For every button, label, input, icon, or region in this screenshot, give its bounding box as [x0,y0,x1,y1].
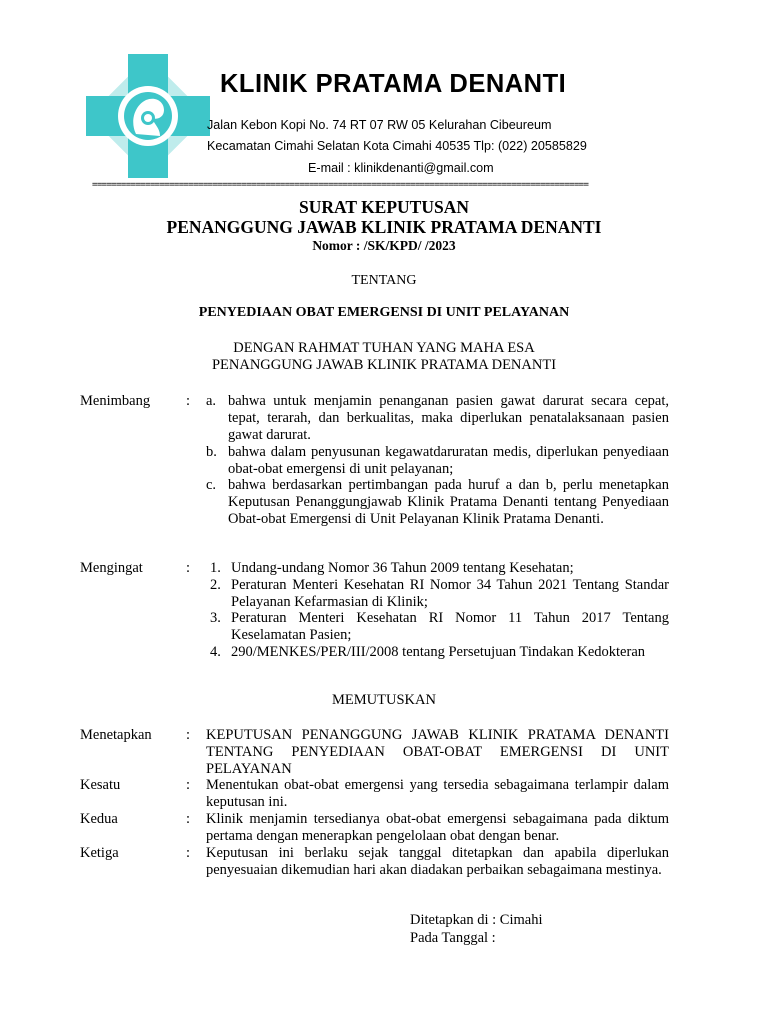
menimbang-marker: b. [206,444,217,460]
decision-label: Kedua [80,811,118,827]
menimbang-item: bahwa dalam penyusunan kegawatdaruratan medis, diperlukan penyediaan obat-obat emergensi di unit pelayanan; [228,444,669,477]
menimbang-item: bahwa berdasarkan pertimbangan pada huruf a dan b, perlu menetapkan Keputusan Penanggungjawab Klinik Pratama Denanti tentang Penyediaan Obat-obat Emergensi di Unit Pelayanan Klinik Pratama Denanti. [228,477,669,527]
header-divider: ======================================================================================================= [92,180,589,190]
decision-colon: : [186,727,191,743]
mengingat-item: 290/MENKES/PER/III/2008 tentang Persetujuan Tindakan Kedokteran [231,644,646,660]
decision-text: Klinik menjamin tersedianya obat-obat emergensi sebagaimana pada diktum pertama dengan menerapkan pengelolaan obat dengan benar. [206,811,669,844]
decision-colon: : [186,845,191,861]
mengingat-item: Peraturan Menteri Kesehatan RI Nomor 34 Tahun 2021 Tentang Standar Pelayanan Kefarmasian di Klinik; [231,577,669,610]
subject-heading: PENYEDIAAN OBAT EMERGENSI DI UNIT PELAYANAN [198,305,570,320]
decision-label: Menetapkan [80,727,152,743]
menimbang-marker: a. [206,393,217,409]
document-subtitle: PENANGGUNG JAWAB KLINIK PRATAMA DENANTI [166,217,602,237]
menimbang-colon: : [186,393,191,409]
decision-colon: : [186,777,191,793]
decision-label: Ketiga [80,845,119,861]
address-line-1: Jalan Kebon Kopi No. 74 RT 07 RW 05 Kelurahan Cibeureum [207,118,552,132]
decision-text: Menentukan obat-obat emergensi yang tersedia sebagaimana terlampir dalam keputusan ini. [206,777,669,810]
decision-text: KEPUTUSAN PENANGGUNG JAWAB KLINIK PRATAMA DENANTI TENTANG PENYEDIAAN OBAT-OBAT EMERGENSI DI UNIT PELAYANAN [206,727,669,777]
document-title: SURAT KEPUTUSAN [298,197,469,217]
preamble-line-1: DENGAN RAHMAT TUHAN YANG MAHA ESA [233,340,535,356]
clinic-logo-icon [84,52,212,180]
mengingat-marker: 4. [210,644,221,660]
mengingat-marker: 1. [210,560,221,576]
document-number: Nomor : /SK/KPD/ /2023 [312,238,456,253]
about-heading: TENTANG [351,273,417,288]
signature-place: Ditetapkan di : Cimahi [410,912,543,928]
decision-label: Kesatu [80,777,121,793]
signature-date: Pada Tanggal : [410,930,496,946]
memutuskan-heading: MEMUTUSKAN [332,692,436,708]
mengingat-colon: : [186,560,191,576]
decision-colon: : [186,811,191,827]
mengingat-marker: 2. [210,577,221,593]
mengingat-label: Mengingat [80,560,143,576]
email-line: E-mail : klinikdenanti@gmail.com [308,161,494,175]
menimbang-label: Menimbang [80,393,151,409]
decision-text: Keputusan ini berlaku sejak tanggal ditetapkan dan apabila diperlukan penyesuaian dikemudian hari akan diadakan perbaikan sebagaimana mestinya. [206,845,669,878]
menimbang-item: bahwa untuk menjamin penanganan pasien gawat darurat secara cepat, tepat, terarah, dan berkualitas, maka diperlukan penatalaksanaan pasien gawat darurat. [228,393,669,443]
address-line-2: Kecamatan Cimahi Selatan Kota Cimahi 40535 Tlp: (022) 20585829 [207,139,587,153]
mengingat-marker: 3. [210,610,221,626]
mengingat-item: Peraturan Menteri Kesehatan RI Nomor 11 Tahun 2017 Tentang Keselamatan Pasien; [231,610,669,643]
mengingat-item: Undang-undang Nomor 36 Tahun 2009 tentang Kesehatan; [231,560,574,576]
menimbang-marker: c. [206,477,217,493]
clinic-name: KLINIK PRATAMA DENANTI [220,70,567,98]
preamble-line-2: PENANGGUNG JAWAB KLINIK PRATAMA DENANTI [211,357,557,373]
